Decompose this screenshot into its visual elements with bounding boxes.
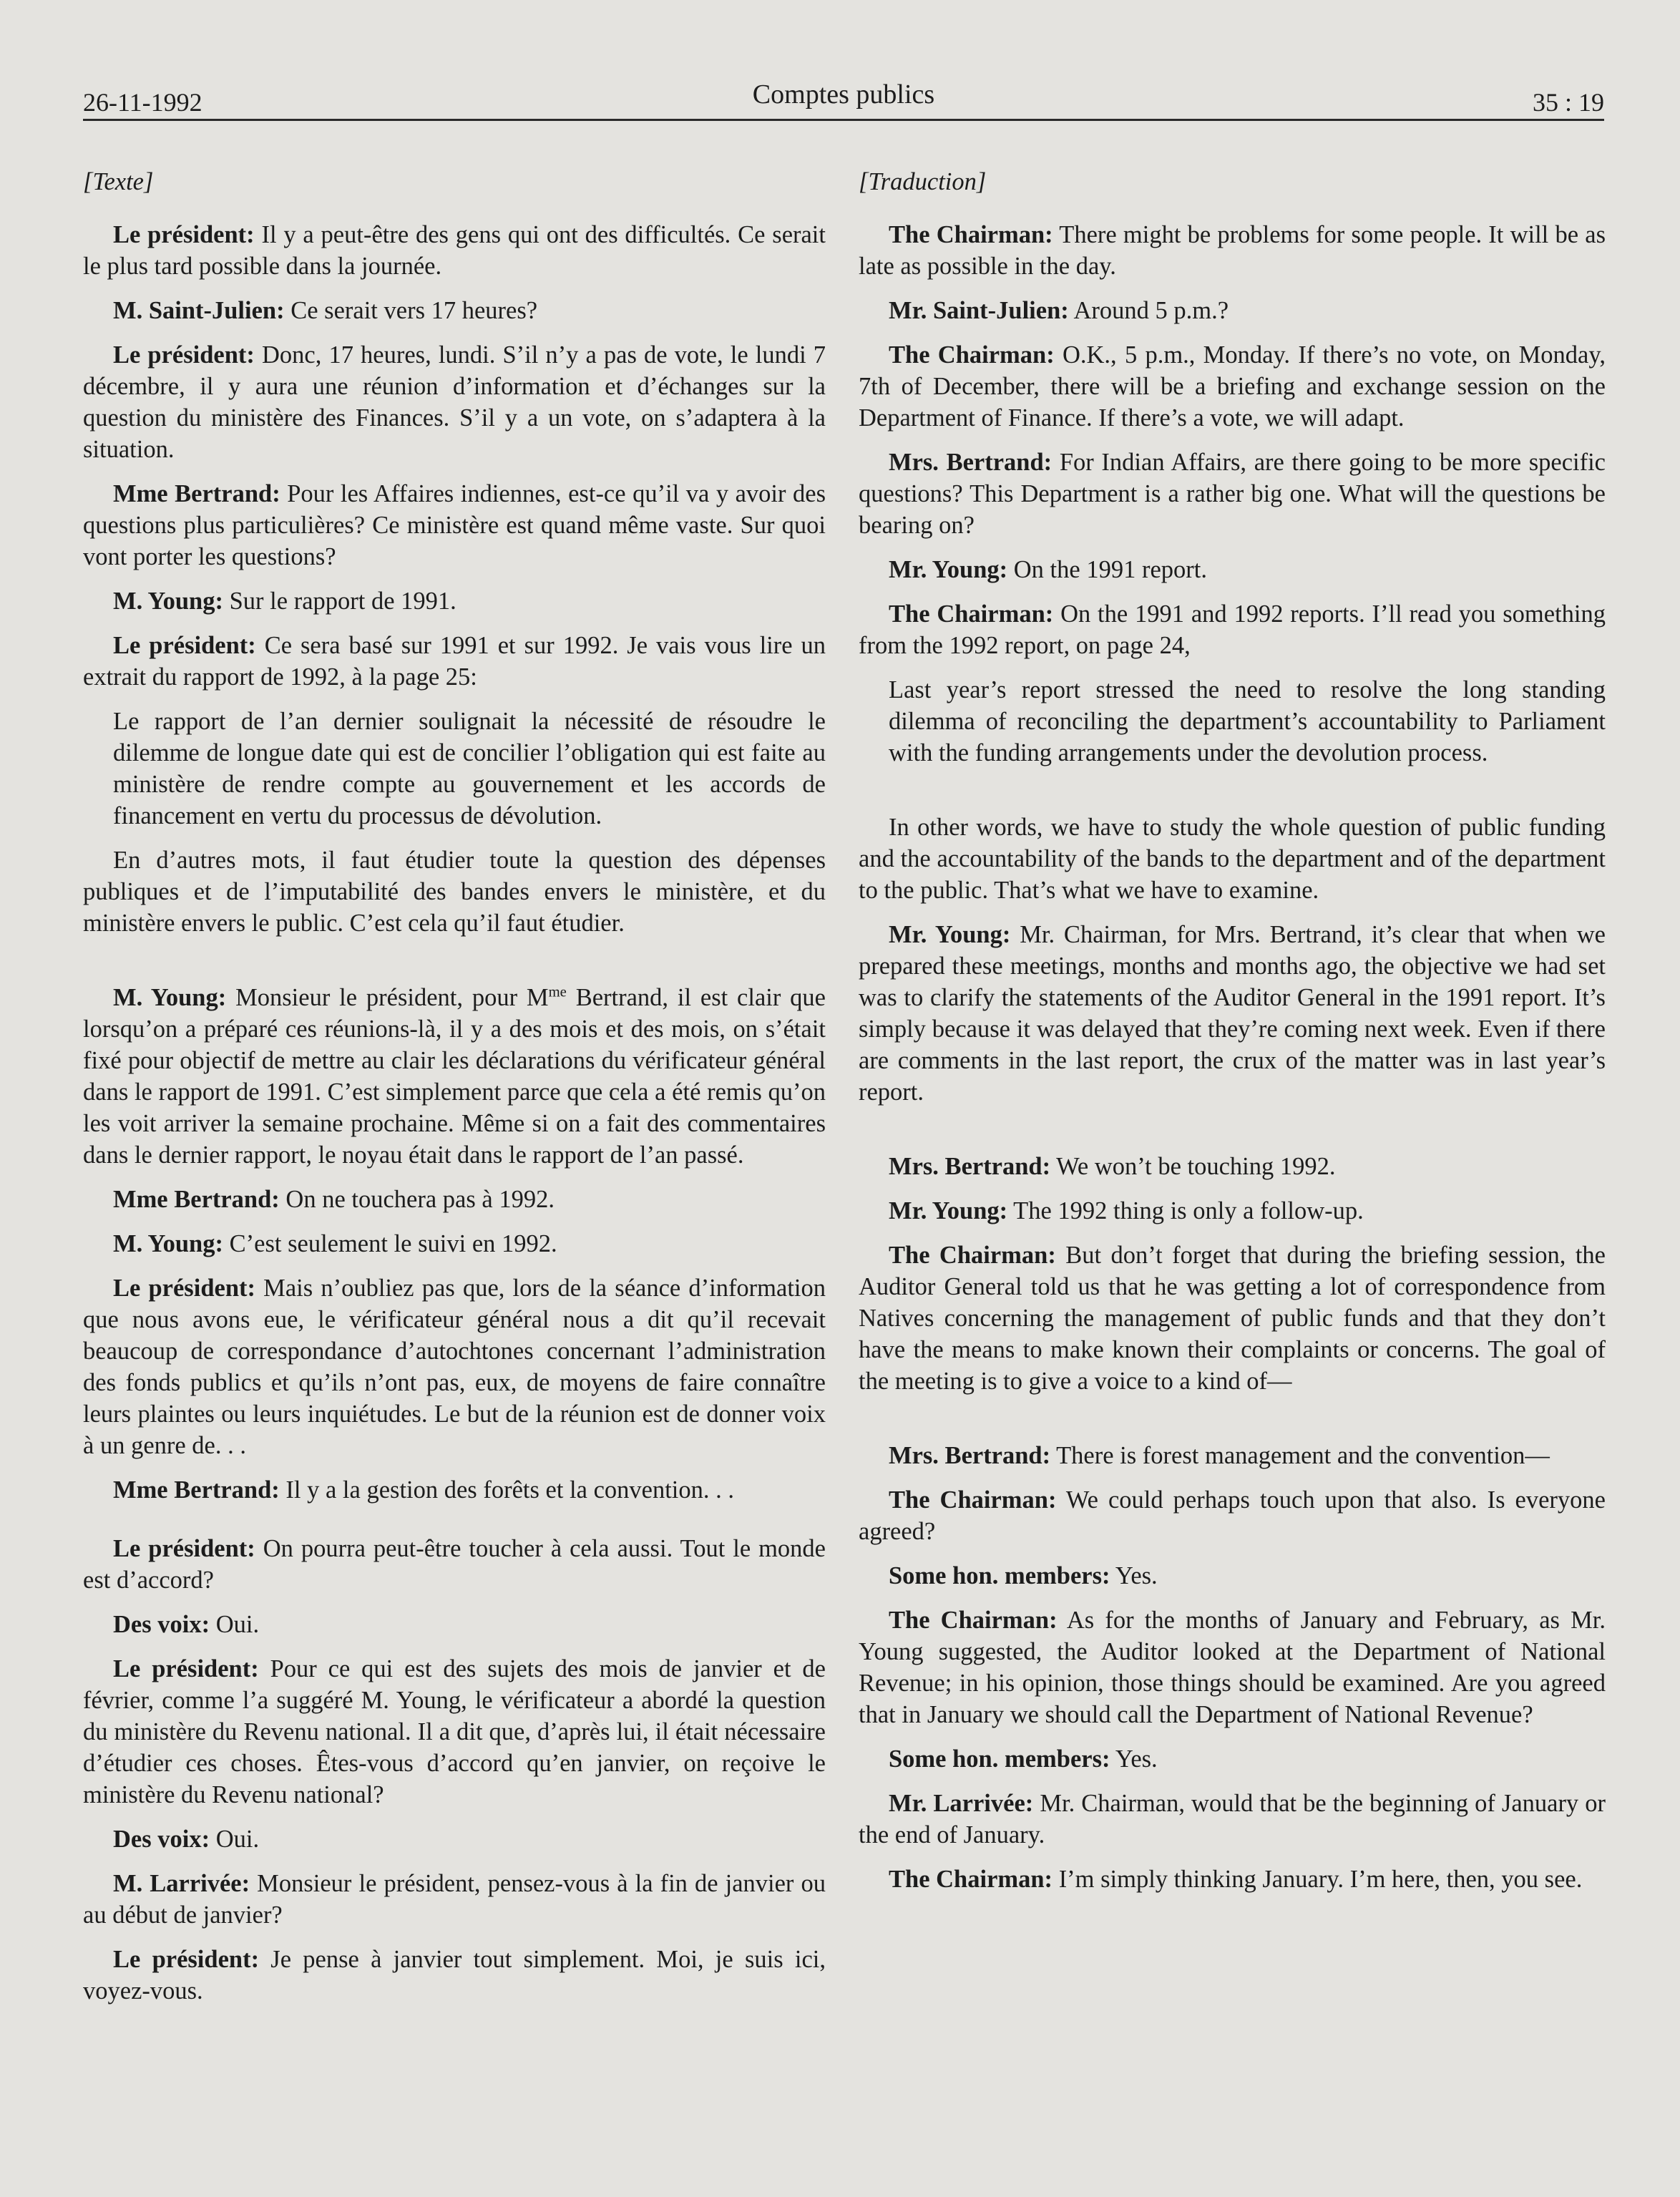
speech: Yes.: [1110, 1745, 1158, 1773]
paragraph: [83, 1533, 826, 1596]
paragraph: [83, 478, 826, 573]
column-label: [Texte]: [83, 168, 154, 195]
speech: Ce sera basé sur 1991 et sur 1992. Je vais vous lire un extrait du rapport de 1992, à la page 25:: [83, 632, 826, 691]
speech: Mr. Chairman, for Mrs. Bertrand, it’s clear that when we prepared these meetings, months and months ago, the objective we had set was to clarify the statements of the Auditor General in the 1991 report. It’s simply because it was delayed that they’re coming next week. Even if there are comments in the last report, the crux of the matter was in last year’s report.: [859, 921, 1606, 1106]
speaker: Le président:: [113, 1275, 255, 1302]
speech: Around 5 p.m.?: [1068, 297, 1229, 324]
speaker: The Chairman:: [889, 1242, 1056, 1269]
block-quote: Le rapport de l’an dernier soulignait la nécessité de résoudre le dilemme de longue date qui est de concilier l’obligation qui est faite au ministère de rendre compte au gouvernement et les accords de financement en vertu du processus de dévolution.: [113, 708, 826, 829]
paragraph: [859, 554, 1606, 585]
speech: On ne touchera pas à 1992.: [279, 1186, 555, 1213]
speaker: The Chairman:: [889, 341, 1055, 369]
paragraph: [83, 1868, 826, 1931]
speech: Je pense à janvier tout simplement. Moi, je suis ici, voyez-vous.: [83, 1946, 826, 2004]
paragraph: [859, 1484, 1606, 1547]
paragraph: [83, 1823, 826, 1855]
paragraph: [859, 598, 1606, 661]
paragraph: In other words, we have to study the whole question of public funding and the accountability of the bands to the department and of the department to the public. That’s what we have to examine.: [859, 814, 1606, 904]
speaker: Le président:: [113, 1655, 259, 1682]
speech: I’m simply thinking January. I’m here, then, you see.: [1053, 1866, 1583, 1893]
paragraph: [859, 1440, 1606, 1471]
speaker: Mrs. Bertrand:: [889, 449, 1053, 476]
paragraph: [83, 1474, 826, 1506]
speech: Yes.: [1110, 1562, 1158, 1589]
speaker: Le président:: [113, 1946, 260, 1973]
speaker: Mme Bertrand:: [113, 480, 280, 507]
paragraph: [83, 1653, 826, 1811]
paragraph: [83, 1944, 826, 2007]
speech: Oui.: [210, 1611, 260, 1638]
paragraph: [859, 1743, 1606, 1775]
speaker: Le président:: [113, 632, 256, 659]
speech: O.K., 5 p.m., Monday. If there’s no vote, on Monday, 7th of December, there will be a briefing and exchange session on the Department of Finance. If there’s a vote, we will adapt.: [859, 341, 1606, 432]
paragraph: [83, 1228, 826, 1260]
paragraph: [859, 339, 1606, 434]
speaker: M. Saint-Julien:: [113, 297, 285, 324]
speaker: Some hon. members:: [889, 1745, 1110, 1773]
speech: The 1992 thing is only a follow-up.: [1007, 1197, 1364, 1224]
paragraph: [859, 295, 1606, 326]
speaker: The Chairman:: [889, 1486, 1057, 1514]
speech: We won’t be touching 1992.: [1050, 1153, 1336, 1180]
speaker: M. Larrivée:: [113, 1870, 250, 1897]
header-title: Comptes publics: [752, 79, 935, 109]
speech: We could perhaps touch upon that also. Is everyone agreed?: [859, 1486, 1606, 1545]
speech: There might be problems for some people. It will be as late as possible in the day.: [859, 221, 1606, 280]
running-head: [83, 79, 1604, 121]
paragraph: [83, 1272, 826, 1461]
header-date: 26-11-1992: [83, 88, 202, 117]
speech: Mais n’oubliez pas que, lors de la séance d’information que nous avons eue, le vérificateur général nous a dit qu’il recevait beaucoup de correspondance d’autochtones concernant l’administration des fonds publics et qu’ils n’ont pas, eux, de moyens de faire connaître leurs plaintes ou leurs inquiétudes. Le but de la réunion est de donner voix à un genre de. . .: [83, 1275, 826, 1459]
speaker: Mr. Young:: [889, 1197, 1008, 1224]
left-column-french: [83, 166, 826, 2020]
paragraph: [859, 1864, 1606, 1895]
speech: Monsieur le président, pensez-vous à la fin de janvier ou au début de janvier?: [83, 1870, 826, 1929]
speech: Mr. Chairman, would that be the beginning of January or the end of January.: [859, 1790, 1606, 1848]
paragraph: [83, 982, 826, 1171]
paragraph: [83, 630, 826, 693]
speaker: Des voix:: [113, 1611, 210, 1638]
speech: Il y a peut-être des gens qui ont des difficultés. Ce serait le plus tard possible dans la journée.: [83, 221, 826, 280]
speaker: Mrs. Bertrand:: [889, 1153, 1051, 1180]
column-label: [Traduction]: [859, 168, 987, 195]
speech: Oui.: [210, 1826, 260, 1853]
paragraph: [859, 1239, 1606, 1397]
speech: Donc, 17 heures, lundi. S’il n’y a pas de vote, le lundi 7 décembre, il y aura une réunion d’information et d’échanges sur la question du ministère des Finances. S’il y a un vote, on s’adaptera à la situation.: [83, 341, 826, 463]
paragraph: [859, 1788, 1606, 1851]
speaker: Mrs. Bertrand:: [889, 1442, 1051, 1469]
speech: For Indian Affairs, are there going to be more specific questions? This Department is a rather big one. What will the questions be bearing on?: [859, 449, 1606, 539]
speaker: Le président:: [113, 221, 255, 248]
paragraph: [859, 1195, 1606, 1227]
speaker: Le président:: [113, 341, 255, 369]
speaker: Mr. Young:: [889, 921, 1011, 948]
paragraph: [859, 219, 1606, 282]
speaker: The Chairman:: [889, 600, 1054, 628]
speaker: M. Young:: [113, 1230, 223, 1257]
paragraph: [859, 919, 1606, 1108]
speech: On the 1991 report.: [1007, 556, 1207, 583]
speech: Bertrand, il est clair que lorsqu’on a préparé ces réunions-là, il y a des mois et des mois, on s’était fixé pour objectif de mettre au clair les déclarations du vérificateur général dans le rapport de 1991. C’est simplement parce que cela a été remis qu’on les voit arriver la semaine prochaine. Même si on a fait des commentaires dans le dernier rapport, le noyau était dans le rapport de l’an passé.: [83, 984, 826, 1169]
paragraph: [859, 1560, 1606, 1592]
superscript: me: [548, 984, 567, 1000]
speaker: Mme Bertrand:: [113, 1186, 280, 1213]
speaker: Some hon. members:: [889, 1562, 1110, 1589]
header-page-number: 35 : 19: [1532, 88, 1604, 117]
block-quote: Last year’s report stressed the need to resolve the long standing dilemma of reconciling the department’s accountability to Parliament with the funding arrangements under the devolution process.: [889, 676, 1606, 766]
paragraph: [859, 447, 1606, 541]
speaker: Mr. Larrivée:: [889, 1790, 1034, 1817]
speech: Pour ce qui est des sujets des mois de janvier et de février, comme l’a suggéré M. Young, le vérificateur a abordé la question du ministère du Revenu national. Il a dit que, d’après lui, il était nécessaire d’étudier ces choses. Êtes-vous d’accord qu’en janvier, on reçoive le ministère du Revenu national?: [83, 1655, 826, 1808]
speaker: Mme Bertrand:: [113, 1476, 280, 1504]
paragraph: [859, 1604, 1606, 1730]
speech: Ce serait vers 17 heures?: [284, 297, 538, 324]
speaker: Le président:: [113, 1535, 255, 1562]
paragraph: [83, 585, 826, 617]
paragraph: En d’autres mots, il faut étudier toute la question des dépenses publiques et de l’imputabilité des bandes envers le ministère, et du ministère envers le public. C’est cela qu’il faut étudier.: [83, 847, 826, 937]
speaker: The Chairman:: [889, 1607, 1058, 1634]
speaker: The Chairman:: [889, 1866, 1053, 1893]
speaker: M. Young:: [113, 984, 227, 1011]
speaker: Mr. Saint-Julien:: [889, 297, 1069, 324]
paragraph: [83, 219, 826, 282]
paragraph: [83, 339, 826, 465]
speech: Il y a la gestion des forêts et la convention. . .: [279, 1476, 734, 1504]
speech: There is forest management and the convention—: [1050, 1442, 1550, 1469]
speaker: The Chairman:: [889, 221, 1053, 248]
speaker: Des voix:: [113, 1826, 210, 1853]
speaker: Mr. Young:: [889, 556, 1008, 583]
speech: Monsieur le président, pour M: [226, 984, 549, 1011]
paragraph: [859, 1151, 1606, 1182]
speech: Pour les Affaires indiennes, est-ce qu’il va y avoir des questions plus particulières? Ce ministère est quand même vaste. Sur quoi vont porter les questions?: [83, 480, 826, 570]
speech: C’est seulement le suivi en 1992.: [223, 1230, 557, 1257]
paragraph: [83, 1184, 826, 1215]
speech: On the 1991 and 1992 reports. I’ll read you something from the 1992 report, on page 24,: [859, 600, 1606, 659]
speaker: M. Young:: [113, 588, 223, 615]
paragraph: [83, 295, 826, 326]
speech: But don’t forget that during the briefing session, the Auditor General told us that he was getting a lot of correspondence from Natives concerning the management of public funds and that they don’t have the means to make known their complaints or concerns. The goal of the meeting is to give a voice to a kind of—: [859, 1242, 1606, 1395]
speech: As for the months of January and February, as Mr. Young suggested, the Auditor looked at the Department of National Revenue; in his opinion, those things should be examined. Are you agreed that in January we should call the Department of National Revenue?: [859, 1607, 1606, 1728]
paragraph: [83, 1609, 826, 1640]
speech: Sur le rapport de 1991.: [223, 588, 456, 615]
right-column-english: [859, 166, 1606, 1908]
speech: On pourra peut-être toucher à cela aussi. Tout le monde est d’accord?: [83, 1535, 826, 1594]
